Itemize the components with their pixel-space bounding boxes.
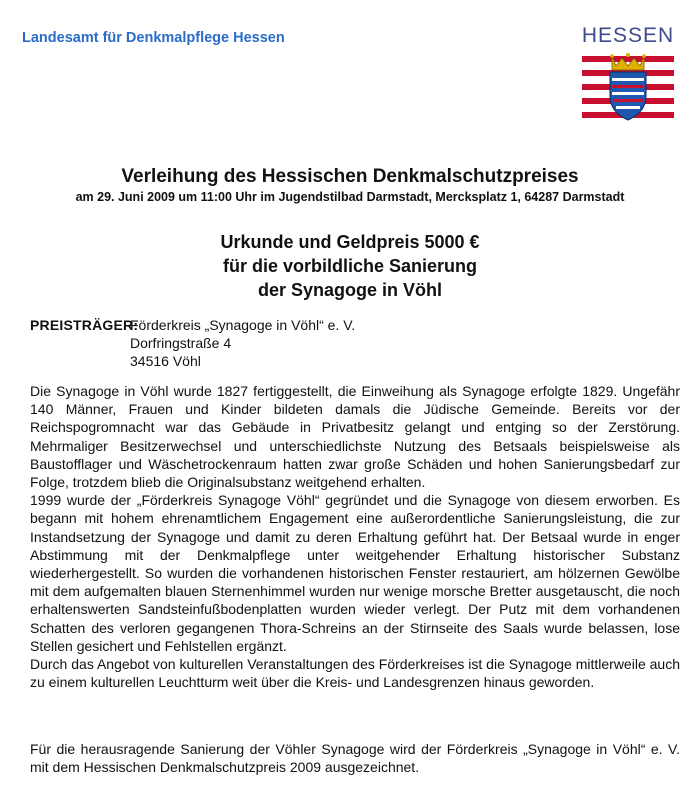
paragraph-history: Die Synagoge in Vöhl wurde 1827 fertiggestellt, die Einweihung als Synagoge erfolgte 1829. Ungefähr 140 Männer, Frauen und Kinder bildeten damals die Jüdische Gemeinde. Bereits vor der Reichspogromnacht war das Gebäude in Privatbesitz gelangt und entging so der Zerstörung. Mehrmaliger Besitzerwechsel und unterschiedlichste Nutzung des Betsaals beispielsweise als Baustofflager und Wäschetrockenraum hatten zwar große Schäden und hohen Sanierungsbedarf zur Folge, trotzdem blieb die Originalsubstanz weitgehend erhalten. [30, 383, 680, 491]
event-details: am 29. Juni 2009 um 11:00 Uhr im Jugendstilbad Darmstadt, Mercksplatz 1, 64287 Darmstadt [75, 190, 625, 204]
winner-name: Förderkreis „Synagoge in Vöhl“ e. V. [130, 317, 356, 333]
award-line-2: für die vorbildliche Sanierung [222, 256, 478, 276]
body-text [30, 382, 680, 691]
hessen-logo [578, 24, 678, 124]
closing-paragraph: Für die herausragende Sanierung der Vöhler Synagoge wird der Förderkreis „Synagoge in Vöhl“ e. V. mit dem Hessischen Denkmalschutzpreis 2009 ausgezeichnet. [30, 741, 680, 776]
hessen-coat-of-arms-icon [582, 52, 674, 124]
closing-statement [30, 740, 680, 776]
paragraph-restoration: 1999 wurde der „Förderkreis Synagoge Vöhl“ gegründet und die Synagoge von diesem erworben. Es begann mit hohem ehrenamtlichem Engagement eine außerordentliche Sanierungsleistung, die zur Instandsetzung der Synagoge und damit zu deren Erhaltung geführt hat. Der Betsaal wurde in enger Abstimmung mit der Denkmalpflege unter weitgehender Erhaltung historischer Substanz wiederhergestellt. So wurden die vorhandenen historischen Fenster restauriert, am hölzernen Gewölbe mit dem aufgemalten blauen Sternenhimmel wurden nur wenige morsche Bretter ausgetauscht, die noch erhaltenswerten Sandsteinfußbodenplatten wurden wieder verlegt. Der Putz mit dem vorhandenen Schatten des verloren gegangenen Thora-Schreins an der Stirnseite des Saals wurde belassen, lose Stellen gesichert und Fehlstellen ergänzt. [30, 492, 680, 654]
winner-street: Dorfringstraße 4 [130, 335, 232, 351]
winner-label: PREISTRÄGER: [30, 317, 139, 333]
paragraph-culture: Durch das Angebot von kulturellen Veranstaltungen des Förderkreises ist die Synagoge mittlerweile auch zu einem kulturellen Leuchtturm weit über die Kreis- und Landesgrenzen hinaus geworden. [30, 656, 680, 691]
logo-text: HESSEN [581, 24, 675, 47]
award-line-3: der Synagoge in Vöhl [257, 280, 443, 300]
winner-city: 34516 Vöhl [130, 353, 201, 369]
award-line-1: Urkunde und Geldpreis 5000 € [220, 232, 480, 252]
event-title: Verleihung des Hessischen Denkmalschutzpreises [121, 166, 579, 187]
award-heading [0, 230, 700, 302]
winner-block [30, 316, 355, 370]
agency-name: Landesamt für Denkmalpflege Hessen [22, 30, 285, 46]
